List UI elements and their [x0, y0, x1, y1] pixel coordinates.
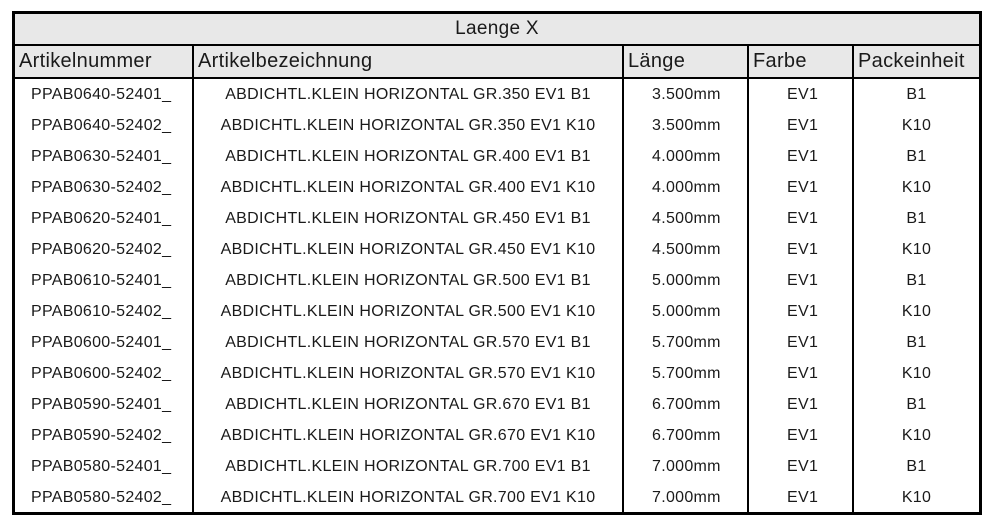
- cell-artikelnummer: PPAB0590-52402_: [15, 420, 193, 451]
- cell-artikelnummer: PPAB0640-52401_: [15, 78, 193, 110]
- cell-artikelbezeichnung: ABDICHTL.KLEIN HORIZONTAL GR.400 EV1 B1: [193, 141, 623, 172]
- header-packeinheit: Packeinheit: [853, 45, 979, 78]
- cell-artikelbezeichnung: ABDICHTL.KLEIN HORIZONTAL GR.670 EV1 K10: [193, 420, 623, 451]
- cell-farbe: EV1: [748, 141, 853, 172]
- product-table: [15, 14, 979, 513]
- table-row: [15, 141, 979, 172]
- cell-packeinheit: K10: [901, 364, 932, 382]
- cell-laenge: 4.500mm: [623, 234, 748, 265]
- cell-laenge: 3.500mm: [623, 78, 748, 110]
- cell-artikelnummer: PPAB0600-52401_: [15, 327, 193, 358]
- table-row: [15, 327, 979, 358]
- table-row: [15, 482, 979, 513]
- cell-packeinheit: B1: [906, 147, 927, 165]
- cell-farbe: EV1: [748, 327, 853, 358]
- cell-artikelbezeichnung: ABDICHTL.KLEIN HORIZONTAL GR.700 EV1 K10: [193, 482, 623, 513]
- cell-packeinheit: K10: [901, 302, 932, 320]
- header-artikelnummer: Artikelnummer: [15, 45, 193, 78]
- cell-laenge: 5.700mm: [623, 358, 748, 389]
- cell-laenge: 4.500mm: [623, 203, 748, 234]
- cell-laenge: 7.000mm: [623, 482, 748, 513]
- cell-artikelnummer: PPAB0640-52402_: [15, 110, 193, 141]
- cell-artikelbezeichnung: ABDICHTL.KLEIN HORIZONTAL GR.350 EV1 B1: [193, 78, 623, 110]
- cell-artikelnummer: PPAB0580-52401_: [15, 451, 193, 482]
- table-row: [15, 389, 979, 420]
- cell-artikelnummer: PPAB0590-52401_: [15, 389, 193, 420]
- cell-laenge: 4.000mm: [623, 141, 748, 172]
- table-row: [15, 78, 979, 110]
- cell-artikelnummer: PPAB0630-52401_: [15, 141, 193, 172]
- cell-laenge: 5.000mm: [623, 265, 748, 296]
- cell-artikelnummer: PPAB0600-52402_: [15, 358, 193, 389]
- cell-packeinheit: B1: [906, 85, 927, 103]
- cell-laenge: 5.700mm: [623, 327, 748, 358]
- header-farbe: Farbe: [748, 45, 853, 78]
- cell-packeinheit: K10: [901, 488, 932, 506]
- cell-artikelnummer: PPAB0630-52402_: [15, 172, 193, 203]
- cell-farbe: EV1: [748, 110, 853, 141]
- cell-farbe: EV1: [748, 482, 853, 513]
- header-artikelbezeichnung: Artikelbezeichnung: [193, 45, 623, 78]
- table-row: [15, 265, 979, 296]
- cell-artikelnummer: PPAB0610-52402_: [15, 296, 193, 327]
- header-laenge: Länge: [623, 45, 748, 78]
- cell-farbe: EV1: [748, 265, 853, 296]
- table-row: [15, 110, 979, 141]
- cell-packeinheit: B1: [906, 457, 927, 475]
- cell-artikelbezeichnung: ABDICHTL.KLEIN HORIZONTAL GR.570 EV1 K10: [193, 358, 623, 389]
- cell-packeinheit: K10: [901, 426, 932, 444]
- product-table-frame: [12, 11, 982, 515]
- cell-artikelbezeichnung: ABDICHTL.KLEIN HORIZONTAL GR.350 EV1 K10: [193, 110, 623, 141]
- table-row: [15, 296, 979, 327]
- cell-packeinheit: B1: [906, 271, 927, 289]
- cell-laenge: 3.500mm: [623, 110, 748, 141]
- cell-artikelnummer: PPAB0610-52401_: [15, 265, 193, 296]
- table-title: Laenge X: [15, 14, 979, 45]
- cell-artikelbezeichnung: ABDICHTL.KLEIN HORIZONTAL GR.500 EV1 B1: [193, 265, 623, 296]
- cell-artikelbezeichnung: ABDICHTL.KLEIN HORIZONTAL GR.670 EV1 B1: [193, 389, 623, 420]
- cell-packeinheit: K10: [901, 116, 932, 134]
- cell-farbe: EV1: [748, 451, 853, 482]
- cell-laenge: 4.000mm: [623, 172, 748, 203]
- cell-laenge: 7.000mm: [623, 451, 748, 482]
- cell-farbe: EV1: [748, 358, 853, 389]
- cell-artikelbezeichnung: ABDICHTL.KLEIN HORIZONTAL GR.450 EV1 K10: [193, 234, 623, 265]
- cell-farbe: EV1: [748, 296, 853, 327]
- cell-artikelnummer: PPAB0580-52402_: [15, 482, 193, 513]
- table-body: [15, 78, 979, 513]
- cell-farbe: EV1: [748, 172, 853, 203]
- table-row: [15, 203, 979, 234]
- cell-laenge: 6.700mm: [623, 420, 748, 451]
- cell-farbe: EV1: [748, 203, 853, 234]
- cell-artikelbezeichnung: ABDICHTL.KLEIN HORIZONTAL GR.700 EV1 B1: [193, 451, 623, 482]
- cell-artikelbezeichnung: ABDICHTL.KLEIN HORIZONTAL GR.570 EV1 B1: [193, 327, 623, 358]
- cell-artikelbezeichnung: ABDICHTL.KLEIN HORIZONTAL GR.500 EV1 K10: [193, 296, 623, 327]
- cell-packeinheit: B1: [906, 333, 927, 351]
- cell-farbe: EV1: [748, 389, 853, 420]
- table-row: [15, 234, 979, 265]
- cell-artikelnummer: PPAB0620-52402_: [15, 234, 193, 265]
- table-row: [15, 420, 979, 451]
- cell-laenge: 5.000mm: [623, 296, 748, 327]
- table-row: [15, 172, 979, 203]
- cell-packeinheit: B1: [906, 209, 927, 227]
- cell-farbe: EV1: [748, 420, 853, 451]
- table-header-row: [15, 45, 979, 78]
- table-row: [15, 358, 979, 389]
- cell-laenge: 6.700mm: [623, 389, 748, 420]
- cell-artikelnummer: PPAB0620-52401_: [15, 203, 193, 234]
- cell-farbe: EV1: [748, 78, 853, 110]
- cell-packeinheit: B1: [906, 395, 927, 413]
- cell-artikelbezeichnung: ABDICHTL.KLEIN HORIZONTAL GR.400 EV1 K10: [193, 172, 623, 203]
- table-row: [15, 451, 979, 482]
- cell-packeinheit: K10: [901, 178, 932, 196]
- cell-farbe: EV1: [748, 234, 853, 265]
- table-title-row: [15, 14, 979, 45]
- cell-artikelbezeichnung: ABDICHTL.KLEIN HORIZONTAL GR.450 EV1 B1: [193, 203, 623, 234]
- cell-packeinheit: K10: [901, 240, 932, 258]
